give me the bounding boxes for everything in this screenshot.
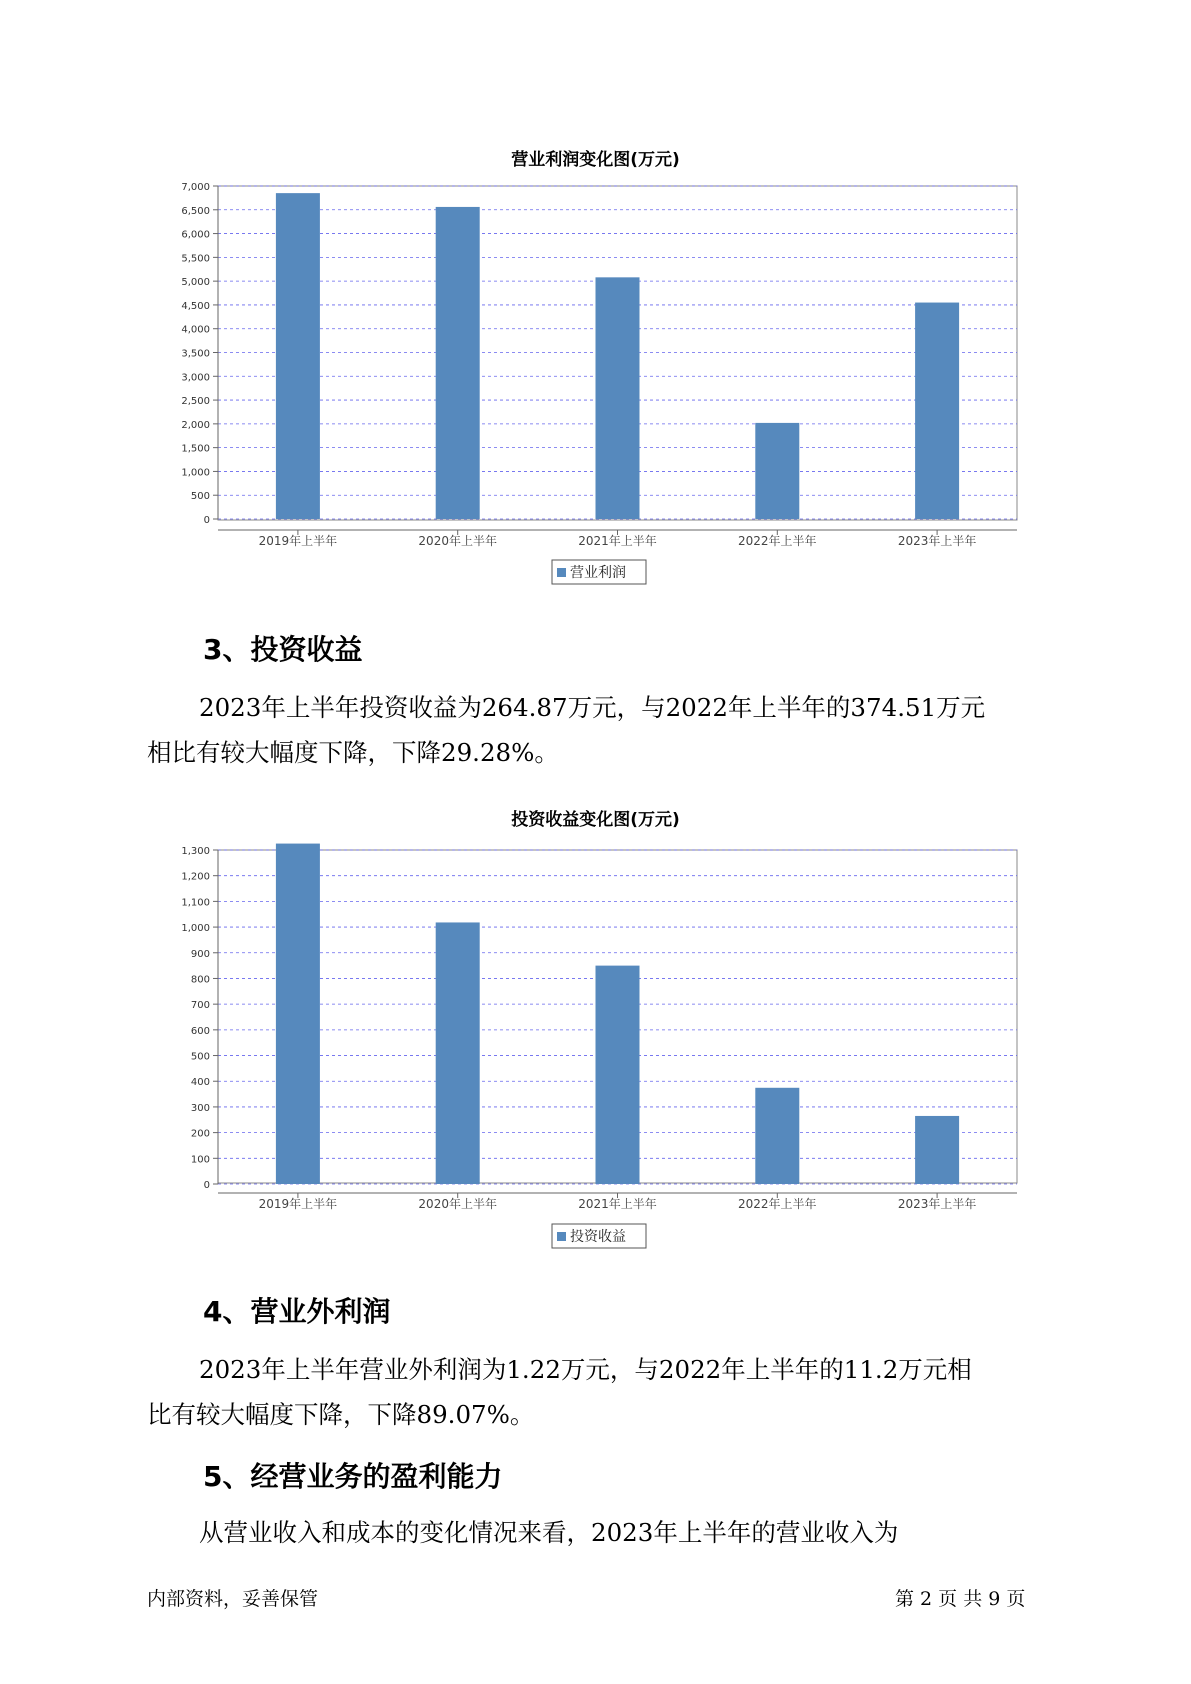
paragraph-line: 从营业收入和成本的变化情况来看，2023年上半年的营业收入为 (199, 1518, 899, 1547)
chart-title-operating-profit: 营业利润变化图(万元) (511, 150, 680, 170)
y-tick-label: 1,000 (181, 923, 210, 935)
bar (755, 1088, 799, 1184)
y-tick-label: 4,500 (181, 300, 210, 312)
x-tick-label: 2023年上半年 (897, 534, 977, 548)
y-tick-label: 3,000 (181, 372, 210, 384)
y-tick-label: 0 (203, 515, 210, 526)
x-tick-label: 2022年上半年 (738, 534, 817, 548)
section-heading-profitability: 5、经营业务的盈利能力 (203, 1460, 503, 1493)
y-tick-label: 800 (190, 974, 210, 986)
y-tick-label: 3,500 (181, 348, 210, 360)
legend-label: 投资收益 (570, 1229, 626, 1245)
bar (596, 966, 640, 1184)
y-tick-label: 6,000 (181, 229, 210, 241)
profitability-paragraph (147, 1510, 1052, 1555)
x-tick-label: 2021年上半年 (578, 534, 657, 548)
y-tick-label: 100 (190, 1154, 210, 1166)
y-tick-label: 500 (190, 491, 210, 503)
paragraph-line: 2023年上半年营业外利润为1.22万元，与2022年上半年的11.2万元相 (199, 1355, 972, 1384)
y-tick-label: 200 (190, 1128, 210, 1140)
x-tick-label: 2019年上半年 (258, 1197, 338, 1211)
y-tick-label: 1,100 (181, 897, 210, 909)
y-tick-label: 900 (190, 948, 210, 960)
x-tick-label: 2023年上半年 (897, 1197, 977, 1211)
y-tick-label: 1,300 (181, 846, 210, 857)
legend-label: 营业利润 (570, 565, 626, 581)
y-tick-label: 300 (190, 1102, 210, 1114)
footer-confidential-note: 内部资料，妥善保管 (147, 1588, 319, 1610)
y-tick-label: 1,000 (181, 467, 210, 479)
x-tick-label: 2019年上半年 (258, 534, 338, 548)
y-tick-label: 4,000 (181, 324, 210, 336)
x-tick-label: 2022年上半年 (738, 1197, 817, 1211)
y-tick-label: 5,000 (181, 277, 210, 289)
y-tick-label: 700 (190, 1000, 210, 1012)
y-tick-label: 1,500 (181, 443, 210, 455)
y-tick-label: 2,000 (181, 419, 210, 431)
y-tick-label: 1,200 (181, 871, 210, 883)
bar (915, 1116, 959, 1184)
bar (436, 922, 480, 1184)
y-tick-label: 6,500 (181, 205, 210, 217)
paragraph-line: 比有较大幅度下降，下降89.07%。 (147, 1400, 535, 1429)
y-tick-label: 400 (190, 1077, 210, 1089)
paragraph-line: 相比有较大幅度下降，下降29.28%。 (147, 738, 559, 767)
bar (276, 844, 320, 1184)
section-heading-non-operating-profit: 4、营业外利润 (203, 1295, 391, 1328)
y-tick-label: 600 (190, 1025, 210, 1037)
y-tick-label: 5,500 (181, 253, 210, 265)
chart-title-investment-income: 投资收益变化图(万元) (511, 810, 680, 830)
y-tick-label: 2,500 (181, 396, 210, 408)
y-tick-label: 500 (190, 1051, 210, 1063)
paragraph-line: 2023年上半年投资收益为264.87万元，与2022年上半年的374.51万元 (199, 693, 986, 722)
x-tick-label: 2020年上半年 (418, 534, 497, 548)
x-tick-label: 2020年上半年 (418, 1197, 497, 1211)
non-operating-profit-paragraph (147, 1347, 1052, 1437)
section-heading-investment-income: 3、投资收益 (203, 633, 363, 666)
y-tick-label: 7,000 (181, 182, 210, 193)
footer-page-number: 第 2 页 共 9 页 (895, 1588, 1026, 1610)
legend-swatch (557, 1232, 566, 1241)
x-tick-label: 2021年上半年 (578, 1197, 657, 1211)
y-tick-label: 0 (203, 1180, 210, 1191)
